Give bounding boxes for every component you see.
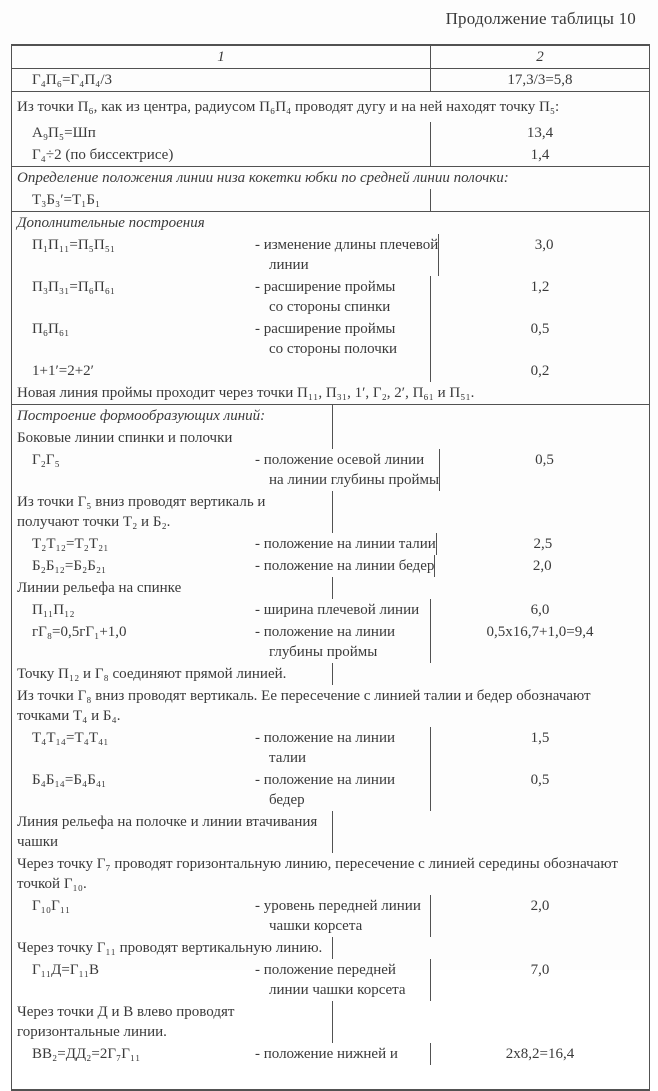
value-cell — [332, 427, 650, 449]
description-line: со стороны спинки — [269, 299, 391, 315]
value-cell: 7,0 — [430, 959, 649, 1001]
formula-cell: Т₄Т₁₄=Т₄Т₄₁ — [32, 730, 109, 746]
note-cell: Через точку Г₁₁ проводят вертикальную линию. — [17, 940, 323, 956]
note-cell: Через точку Г₇ проводят горизонтальную линию, пересечение с линией середины обозначают точкой Г₁₀. — [17, 856, 618, 892]
table-row — [12, 599, 649, 621]
section-heading-row — [12, 166, 649, 189]
page-title: Продолжение таблицы 10 — [445, 9, 636, 28]
formula-cell: Г₁₀Г₁₁ — [32, 898, 71, 914]
formula-cell: Т₃Б₃′=Т₁Б₁ — [32, 192, 101, 208]
table-row — [12, 663, 649, 685]
table-row — [12, 895, 649, 937]
formula-cell: П₁₁П₁₂ — [32, 602, 75, 618]
note-cell: Из точки П₆, как из центра, радиусом П₆П₄ проводят дугу и на ней находят точку П₅: — [17, 99, 560, 115]
value-cell: 17,3/3=5,8 — [430, 69, 649, 91]
description-line: глубины проймы — [269, 644, 378, 660]
note-cell: Из точки Г₅ вниз проводят вертикаль и получают точки Т₂ и Б₂. — [17, 494, 266, 530]
description-cell — [255, 277, 395, 317]
value-cell: 1,4 — [430, 144, 649, 166]
description-cell — [255, 534, 436, 554]
section-heading: Построение формообразующих линий: — [17, 408, 266, 424]
table-row — [12, 427, 649, 449]
description-line: - положение на линии — [255, 730, 396, 746]
table-row — [12, 853, 649, 895]
description-line: - изменение длины плечевой — [255, 237, 439, 253]
header-col-1: 1 — [217, 49, 225, 65]
value-cell: 0,5 — [430, 318, 649, 360]
description-line: чашки корсета — [269, 918, 363, 934]
table-row — [12, 685, 649, 727]
note-cell: Точку П₁₂ и Г₈ соединяют прямой линией. — [17, 666, 287, 682]
table-row — [12, 360, 649, 382]
table-header-row — [12, 46, 649, 69]
table-row — [12, 769, 649, 811]
table-row — [12, 189, 649, 211]
note-cell: Из точки Г₈ вниз проводят вертикаль. Ее пересечение с линией талии и бедер обозначают точками Т₄ и Б₄. — [17, 688, 591, 724]
value-cell: 1,5 — [430, 727, 649, 769]
value-cell — [332, 577, 650, 599]
table-row — [12, 91, 649, 118]
formula-cell: гГ₈=0,5гГ₁+1,0 — [32, 624, 127, 640]
description-cell — [255, 450, 439, 490]
value-cell: 2х8,2=16,4 — [430, 1043, 649, 1065]
description-line: линии чашки корсета — [269, 982, 406, 998]
description-line: со стороны полочки — [269, 341, 398, 357]
table-row — [12, 318, 649, 360]
section-heading-row — [12, 211, 649, 234]
table-row — [12, 449, 649, 491]
description-cell — [255, 319, 397, 359]
description-cell — [255, 728, 395, 768]
value-cell: 0,5 — [439, 449, 649, 491]
description-cell — [255, 556, 434, 576]
value-cell: 0,2 — [430, 360, 649, 382]
table-row — [12, 1043, 649, 1089]
value-cell — [430, 189, 649, 211]
formula-cell: П₃П₃₁=П₆П₆₁ — [32, 279, 116, 295]
description-line: - уровень передней линии — [255, 898, 421, 914]
formula-cell: Г₁₁Д=Г₁₁В — [32, 962, 99, 978]
value-cell: 3,0 — [438, 234, 649, 276]
value-cell — [332, 491, 650, 533]
description-cell — [255, 622, 395, 662]
value-cell: 2,5 — [436, 533, 649, 555]
description-cell — [255, 896, 421, 936]
pattern-construction-table — [11, 44, 650, 1091]
formula-cell: 1+1′=2+2′ — [32, 363, 94, 379]
value-cell: 0,5х16,7+1,0=9,4 — [430, 621, 649, 663]
value-cell: 6,0 — [430, 599, 649, 621]
formula-cell: П₆П₆₁ — [32, 321, 70, 337]
table-row — [12, 69, 649, 91]
formula-cell: Г₄÷2 (по биссектрисе) — [32, 147, 174, 163]
table-row — [12, 811, 649, 853]
description-line: на линии глубины проймы — [269, 472, 440, 488]
description-line: - ширина плечевой линии — [255, 602, 420, 618]
table-row — [12, 144, 649, 166]
value-cell: 13,4 — [430, 122, 649, 144]
description-cell — [255, 1044, 398, 1064]
table-row — [12, 937, 649, 959]
formula-cell: А₉П₅=Шп — [32, 125, 96, 141]
table-row — [12, 621, 649, 663]
table-row — [12, 577, 649, 599]
section-heading-row — [12, 404, 649, 427]
formula-cell: П₁П₁₁=П₅П₅₁ — [32, 237, 116, 253]
description-cell — [255, 600, 419, 620]
note-cell: Линия рельефа на полочке и линии втачивания чашки — [17, 814, 318, 850]
value-cell: 2,0 — [430, 895, 649, 937]
description-line: - расширение проймы — [255, 321, 396, 337]
value-cell: 2,0 — [434, 555, 649, 577]
description-cell — [255, 235, 438, 275]
value-cell: 0,5 — [430, 769, 649, 811]
formula-cell: ВВ₂=ДД₂=2Г₇Г₁₁ — [32, 1046, 141, 1062]
formula-cell: Т₂Т₁₂=Т₂Т₂₁ — [32, 536, 109, 552]
description-line: - положение на линии — [255, 772, 396, 788]
description-line: - расширение проймы — [255, 279, 396, 295]
description-line: бедер — [269, 792, 305, 808]
description-cell — [255, 770, 395, 810]
value-cell: 1,2 — [430, 276, 649, 318]
description-line: - положение на линии — [255, 624, 396, 640]
section-heading: Дополнительные построения — [17, 215, 205, 231]
description-line: - положение осевой линии — [255, 452, 425, 468]
table-row — [12, 959, 649, 1001]
table-row — [12, 234, 649, 276]
note-cell: Новая линия проймы проходит через точки П₁₁, П₃₁, 1′, Г₂, 2′, П₆₁ и П₅₁. — [17, 385, 475, 401]
note-cell: Линии рельефа на спинке — [17, 580, 182, 596]
table-row — [12, 727, 649, 769]
table-row — [12, 555, 649, 577]
value-cell — [332, 937, 650, 959]
note-cell: Через точки Д и В влево проводят горизонтальные линии. — [17, 1004, 235, 1040]
table-row — [12, 533, 649, 555]
section-heading: Определение положения линии низа кокетки юбки по средней линии полочки: — [17, 170, 509, 186]
description-cell — [255, 960, 406, 1000]
table-row — [12, 118, 649, 144]
formula-cell: Г₄П₆=Г₄П₄/3 — [32, 72, 113, 88]
formula-cell: Б₂Б₁₂=Б₂Б₂₁ — [32, 558, 107, 574]
description-line: талии — [269, 750, 307, 766]
formula-cell: Г₂Г₅ — [32, 452, 60, 468]
table-row — [12, 1001, 649, 1043]
value-cell — [332, 811, 650, 853]
description-line: - положение передней — [255, 962, 396, 978]
description-line: - положение на линии бедер — [255, 558, 435, 574]
value-cell — [332, 1001, 650, 1043]
table-row — [12, 491, 649, 533]
description-line: - положение на линии талии — [255, 536, 436, 552]
note-cell: Боковые линии спинки и полочки — [17, 430, 233, 446]
table-row — [12, 276, 649, 318]
formula-cell: Б₄Б₁₄=Б₄Б₄₁ — [32, 772, 107, 788]
header-col-2: 2 — [430, 46, 649, 68]
table-row — [12, 382, 649, 404]
value-cell — [332, 663, 650, 685]
description-line: линии — [269, 257, 309, 273]
description-line: - положение нижней и — [255, 1046, 398, 1062]
value-cell — [332, 405, 650, 427]
